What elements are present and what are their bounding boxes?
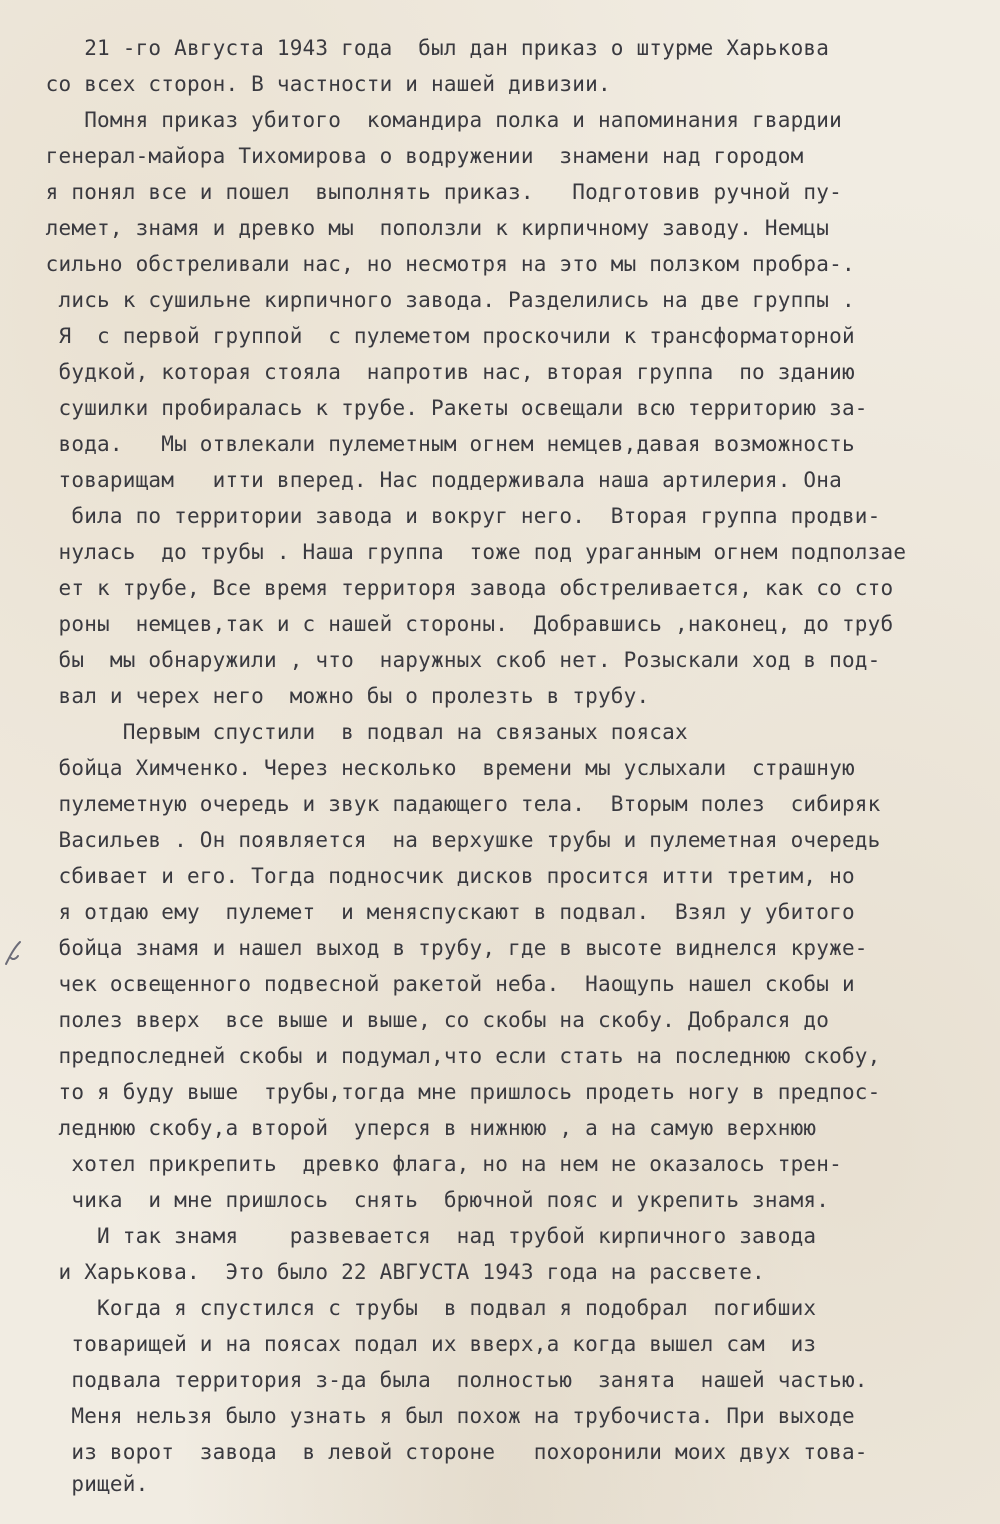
- text-line-11: сушилки пробиралась к трубе. Ракеты освещали всю территорию за-: [20, 396, 868, 420]
- text-line-28: полез вверх все выше и выше, со скобы на скобу. Добрался до: [20, 1008, 830, 1032]
- text-line-4: генерал-майора Тихомирова о водружении знамени над городом: [20, 144, 804, 168]
- text-line-40: из ворот завода в левой стороне похоронили моих двух това-: [20, 1440, 868, 1464]
- pencil-margin-mark-icon: [2, 938, 24, 968]
- text-line-20: Первым спустили в подвал на связаных поясах: [20, 720, 688, 744]
- text-line-39: Меня нельзя было узнать я был похож на трубочиста. При выходе: [20, 1404, 855, 1428]
- text-line-15: нулась до трубы . Наша группа тоже под ураганным огнем подползае: [20, 540, 907, 564]
- text-line-31: леднюю скобу,а второй уперся в нижнюю , а на самую верхнюю: [20, 1116, 817, 1140]
- text-line-35: и Харькова. Это было 22 АВГУСТА 1943 года на рассвете.: [20, 1260, 765, 1284]
- text-line-21: бойца Химченко. Через несколько времени мы услыхали страшную: [20, 756, 855, 780]
- text-line-36: Когда я спустился с трубы в подвал я подобрал погибших: [20, 1296, 817, 1320]
- text-line-30: то я буду выше трубы,тогда мне пришлось продеть ногу в предпос-: [20, 1080, 881, 1104]
- text-line-24: сбивает и его. Тогда подносчик дисков просится итти третим, но: [20, 864, 855, 888]
- text-line-6: лемет, знамя и древко мы поползли к кирпичному заводу. Немцы: [20, 216, 830, 240]
- text-line-17: роны немцев,так и с нашей стороны. Добравшись ,наконец, до труб: [20, 612, 894, 636]
- text-line-16: ет к трубе, Все время территоря завода обстреливается, как со сто: [20, 576, 894, 600]
- text-line-5: я понял все и пошел выполнять приказ. Подготовив ручной пу-: [20, 180, 842, 204]
- text-line-34: И так знамя развевается над трубой кирпичного завода: [20, 1224, 817, 1248]
- text-line-1: 21 -го Августа 1943 года был дан приказ о штурме Харькова: [20, 36, 830, 60]
- text-line-25: я отдаю ему пулемет и меняспускают в подвал. Взял у убитого: [20, 900, 855, 924]
- text-line-22: пулеметную очередь и звук падающего тела. Вторым полез сибиряк: [20, 792, 881, 816]
- text-line-9: Я с первой группой с пулеметом проскочили к трансформаторной: [20, 324, 855, 348]
- text-line-41: рищей.: [20, 1472, 149, 1496]
- text-line-13: товарищам итти вперед. Нас поддерживала наша артилерия. Она: [20, 468, 842, 492]
- text-line-26: бойца знамя и нашел выход в трубу, где в высоте виднелся круже-: [20, 936, 868, 960]
- text-line-19: вал и черех него можно бы о пролезть в трубу.: [20, 684, 650, 708]
- text-line-12: вода. Мы отвлекали пулеметным огнем немцев,давая возможность: [20, 432, 855, 456]
- text-line-3: Помня приказ убитого командира полка и напоминания гвардии: [20, 108, 842, 132]
- text-line-10: будкой, которая стояла напротив нас, вторая группа по зданию: [20, 360, 855, 384]
- text-line-37: товарищей и на поясах подал их вверх,а когда вышел сам из: [20, 1332, 817, 1356]
- text-line-29: предпоследней скобы и подумал,что если стать на последнюю скобу,: [20, 1044, 881, 1068]
- text-line-7: сильно обстреливали нас, но несмотря на это мы ползком пробра-.: [20, 252, 855, 276]
- text-line-38: подвала территория з-да была полностью занята нашей частью.: [20, 1368, 868, 1392]
- text-line-32: хотел прикрепить древко флага, но на нем не оказалось трен-: [20, 1152, 842, 1176]
- text-line-14: била по территории завода и вокруг него. Вторая группа продви-: [20, 504, 881, 528]
- text-line-18: бы мы обнаружили , что наружных скоб нет. Розыскали ход в под-: [20, 648, 881, 672]
- typewritten-text: [20, 30, 995, 1498]
- text-line-8: лись к сушильне кирпичного завода. Разделились на две группы .: [20, 288, 855, 312]
- text-line-33: чика и мне пришлось снять брючной пояс и укрепить знамя.: [20, 1188, 830, 1212]
- text-line-23: Васильев . Он появляется на верхушке трубы и пулеметная очередь: [20, 828, 881, 852]
- text-line-2: со всех сторон. В частности и нашей дивизии.: [20, 72, 611, 96]
- text-line-27: чек освещенного подвесной ракетой неба. Наощупь нашел скобы и: [20, 972, 855, 996]
